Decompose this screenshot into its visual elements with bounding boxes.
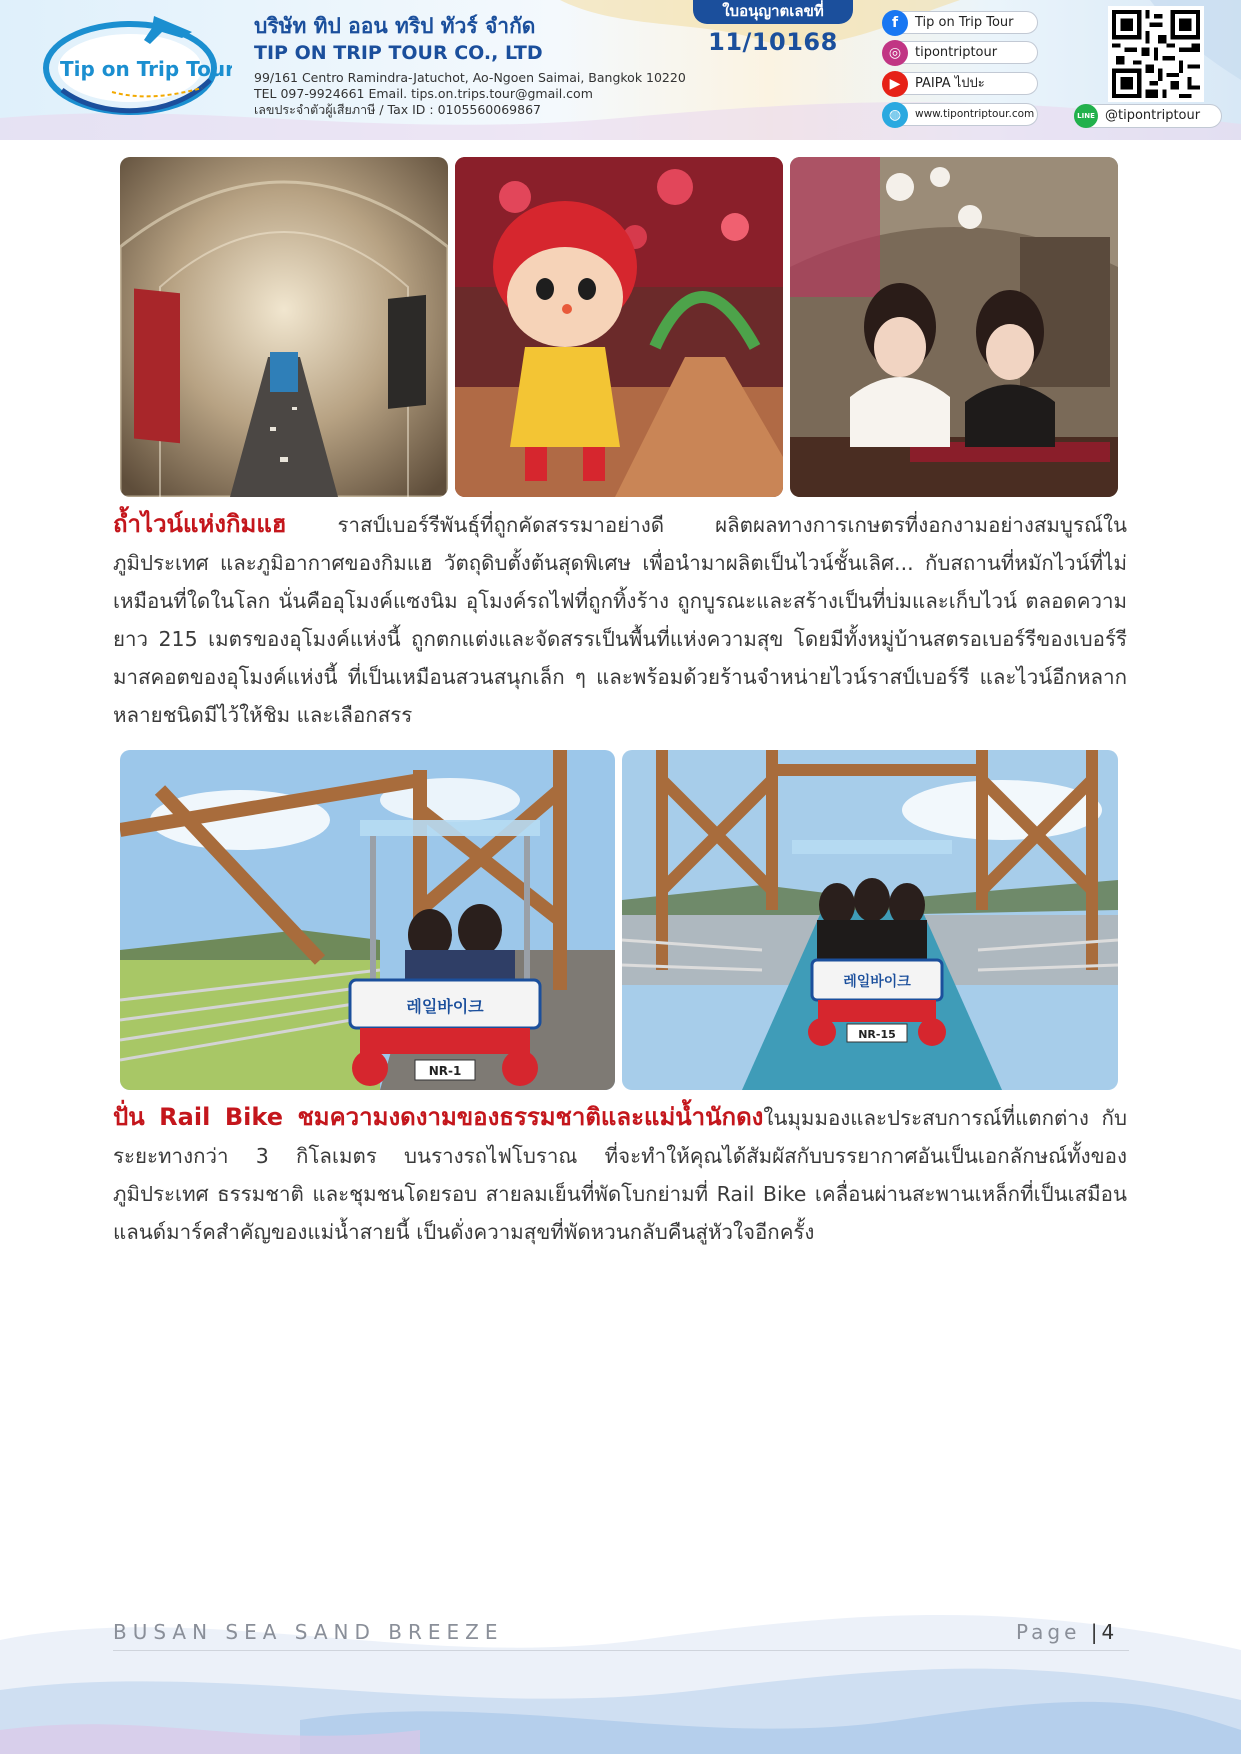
logo-text: Tip on Trip Tour (60, 57, 232, 81)
company-info (254, 12, 694, 118)
facebook-label: Tip on Trip Tour (915, 15, 1014, 30)
rail-bike-body: ในมุมมองและประสบการณ์ที่แตกต่าง กับระยะทางกว่า 3 กิโลเมตร บนรางรถไฟโบราณ ที่จะทำให้คุณได้สัมผัสกับบรรยากาศอันเป็นเอกลักษณ์ทั้งของภูมิประเทศ ธรรมชาติ และชุมชนโดยรอบ สายลมเย็นที่พัดโบกย่ามที่ Rail Bike เคลื่อนผ่านสะพานเหล็กที่เป็นเสมือนแลนด์มาร์คสำคัญของแม่น้ำสายนี้ เป็นดั่งความสุขที่พัดหวนกลับคืนสู่หัวใจอีกครั้ง (113, 1106, 1127, 1244)
company-name-thai: บริษัท ทิป ออน ทริป ทัวร์ จำกัด (254, 14, 536, 38)
rail-bike-bridge-illustration (120, 750, 615, 1090)
photo-wine-tunnel-corridor (120, 157, 448, 497)
wine-cave-heading: ถ้ำไวน์แห่งกิมแฮ (113, 510, 287, 538)
website-link[interactable] (884, 103, 1038, 126)
page-separator: | (1090, 1620, 1098, 1644)
company-logo (42, 10, 232, 116)
rail-bike-sign-2: 레일바이크 (843, 974, 911, 990)
youtube-icon: ▶ (882, 71, 908, 97)
company-contact: TEL 097-9924661 Email. tips.on.trips.tour@gmail.com (254, 86, 593, 101)
license-label: ใบอนุญาตเลขที่ (693, 0, 853, 24)
rail-bike-plate-2: NR-15 (858, 1028, 896, 1041)
qr-code (1108, 6, 1204, 102)
strawberry-mascot-illustration (455, 157, 783, 497)
rail-bike-description (113, 1098, 1127, 1251)
logo-graphic (42, 10, 232, 116)
footer-page-indicator (1016, 1620, 1114, 1644)
instagram-link[interactable] (884, 41, 1038, 64)
facebook-link[interactable] (884, 11, 1038, 34)
wine-cave-description (113, 505, 1127, 734)
facebook-icon: f (882, 10, 908, 36)
photo-rail-bike-bridge-1 (120, 750, 615, 1090)
footer-tour-title: BUSAN SEA SAND BREEZE (113, 1620, 504, 1644)
footer-divider (113, 1650, 1129, 1651)
footer-watercolor-background (0, 1580, 1241, 1754)
company-tax-id: เลขประจำตัวผู้เสียภาษี / Tax ID : 0105560069867 (254, 102, 541, 117)
line-icon: LINE (1074, 104, 1098, 128)
qr-code-graphic (1112, 10, 1200, 98)
instagram-icon: ◎ (882, 40, 908, 66)
instagram-label: tipontriptour (915, 45, 998, 60)
youtube-label: PAIPA ไปปะ (915, 76, 985, 91)
photo-strawberry-mascot (455, 157, 783, 497)
rail-bike-sign-1: 레일바이크 (406, 997, 484, 1016)
youtube-link[interactable] (884, 72, 1038, 95)
photo-rail-bike-bridge-2 (622, 750, 1118, 1090)
line-label: @tipontriptour (1105, 108, 1201, 123)
photo-wine-tasting-bar (790, 157, 1118, 497)
rail-bike-plate-1: NR-1 (428, 1064, 462, 1078)
wine-tasting-illustration (790, 157, 1118, 497)
website-label: www.tipontriptour.com (915, 108, 1035, 120)
page-label: Page (1016, 1620, 1081, 1644)
license-number: 11/10168 (708, 28, 838, 56)
tunnel-corridor-illustration (120, 157, 448, 497)
license-block (693, 0, 853, 56)
company-name-english: TIP ON TRIP TOUR CO., LTD (254, 42, 543, 64)
globe-icon: ◍ (882, 102, 908, 128)
rail-bike-river-illustration (622, 750, 1118, 1090)
wine-cave-body: ราสป์เบอร์รีพันธุ์ที่ถูกคัดสรรมาอย่างดี ผลิตผลทางการเกษตรที่งอกงามอย่างสมบูรณ์ในภูมิประเทศ และภูมิอากาศของกิมแฮ วัตถุดิบตั้งต้นสุดพิเศษ เพื่อนำมาผลิตเป็นไวน์ชั้นเลิศ... กับสถานที่หมักไวน์ที่ไม่เหมือนที่ใดในโลก นั่นคืออุโมงค์แซงนิม อุโมงค์รถไฟที่ถูกทิ้งร้าง ถูกบูรณะและสร้างเป็นที่บ่มและเก็บไวน์ ตลอดความยาว 215 เมตรของอุโมงค์แห่งนี้ ถูกตกแต่งและจัดสรรเป็นพื้นที่แห่งความสุข โดยมีทั้งหมู่บ้านสตรอเบอร์รีของเบอร์รีมาสคอตของอุโมงค์แห่งนี้ ที่เป็นเหมือนสวนสนุกเล็ก ๆ และพร้อมด้วยร้านจำหน่ายไวน์ราสป์เบอร์รี และไวน์อีกหลากหลายชนิดมีไว้ให้ชิม และเลือกสรร (113, 513, 1127, 727)
page-number: 4 (1101, 1620, 1115, 1644)
company-address: 99/161 Centro Ramindra-Jatuchot, Ao-Ngoen Saimai, Bangkok 10220 (254, 70, 686, 85)
rail-bike-heading: ปั่น Rail Bike ชมความงดงามของธรรมชาติและแม่น้ำนักดง (113, 1103, 764, 1131)
letterhead (0, 0, 1241, 140)
line-link[interactable] (1074, 104, 1222, 128)
